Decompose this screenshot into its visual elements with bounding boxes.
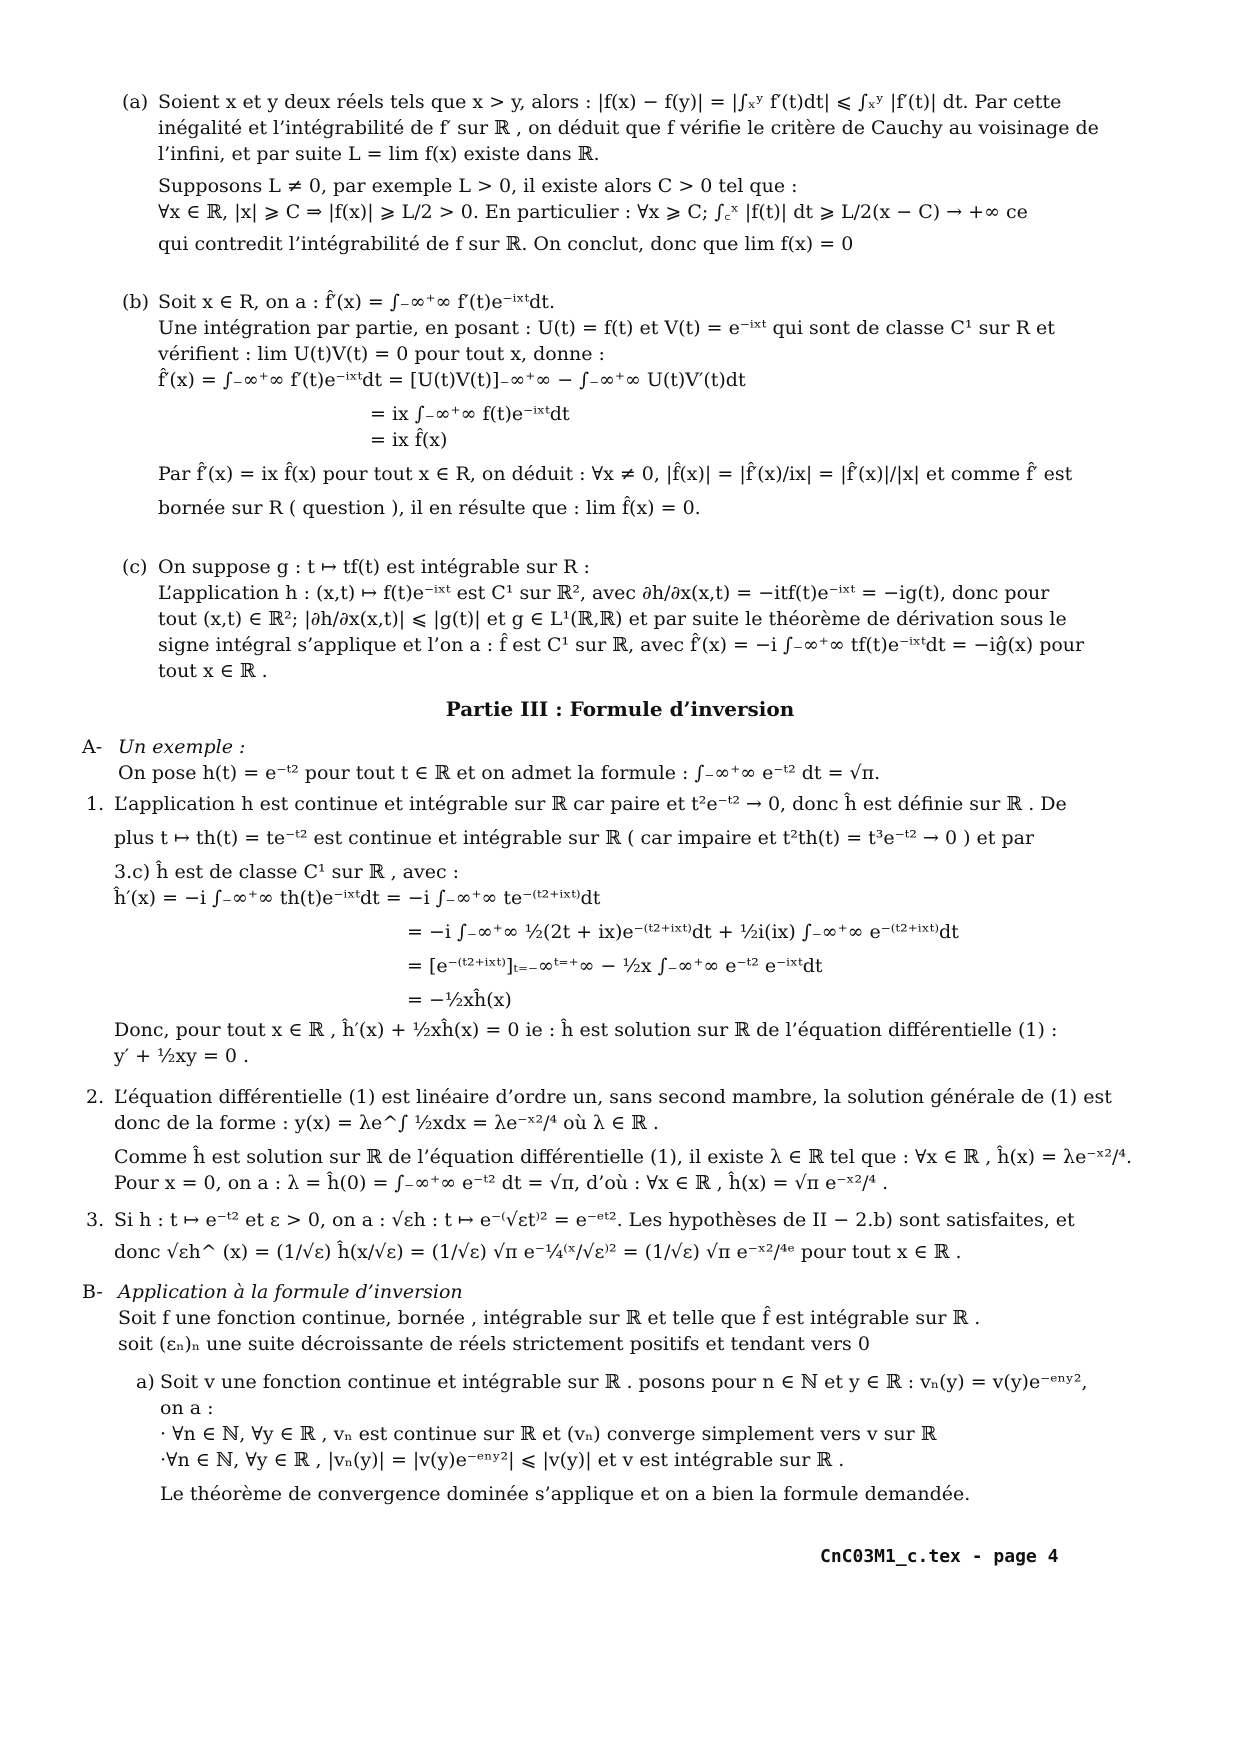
paragraph-line: Soit v une fonction continue et intégrable sur ℝ . posons pour n ∈ ℕ et y ∈ ℝ : vₙ(y) = v(y)e⁻ᵉⁿʸ²,: [160, 1371, 1088, 1393]
paragraph-line: donc de la forme : y(x) = λe^∫ ½xdx = λe⁻ˣ²/⁴ où λ ∈ ℝ .: [114, 1112, 659, 1134]
paragraph-line: Si h : t ↦ e⁻ᵗ² et ε > 0, on a : √εh : t ↦ e⁻⁽√εt⁾² = e⁻ᵉᵗ². Les hypothèses de II − 2.b) sont satisfaites, et: [114, 1209, 1075, 1231]
item-label: (a): [122, 91, 149, 113]
paragraph-line: tout (x,t) ∈ ℝ²; |∂h/∂x(x,t)| ⩽ |g(t)| et g ∈ L¹(ℝ,ℝ) et par suite le théorème de dérivation sous le: [158, 608, 1067, 630]
paragraph-line: soit (εₙ)ₙ une suite décroissante de réels strictement positifs et tendant vers 0: [118, 1333, 870, 1355]
paragraph-line: Le théorème de convergence dominée s’applique et on a bien la formule demandée.: [160, 1483, 971, 1505]
equation-line: = −i ∫₋∞⁺∞ ½(2t + ix)e⁻⁽ᵗ²⁺ⁱˣᵗ⁾dt + ½i(ix) ∫₋∞⁺∞ e⁻⁽ᵗ²⁺ⁱˣᵗ⁾dt: [407, 921, 959, 943]
equation-line: f̂′(x) = ∫₋∞⁺∞ f′(t)e⁻ⁱˣᵗdt = [U(t)V(t)]₋∞⁺∞ − ∫₋∞⁺∞ U(t)V′(t)dt: [158, 369, 746, 391]
paragraph-line: L’application h : (x,t) ↦ f(t)e⁻ⁱˣᵗ est C¹ sur ℝ², avec ∂h/∂x(x,t) = −itf(t)e⁻ⁱˣᵗ = −ig(t), donc pour: [158, 582, 1050, 604]
paragraph-line: L’équation différentielle (1) est linéaire d’ordre un, sans second mambre, la solution générale de (1) est: [114, 1086, 1112, 1108]
paragraph-line: Soit f une fonction continue, bornée , intégrable sur ℝ et telle que f̂ est intégrable sur ℝ .: [118, 1307, 981, 1329]
item-label: 2.: [86, 1086, 105, 1108]
paragraph-line: Soit x ∈ R, on a : f̂′(x) = ∫₋∞⁺∞ f′(t)e⁻ⁱˣᵗdt.: [158, 291, 555, 313]
paragraph-line: plus t ↦ th(t) = te⁻ᵗ² est continue et intégrable sur ℝ ( car impaire et t²th(t) = t³e⁻ᵗ² → 0 ) et par: [114, 827, 1035, 849]
equation-line: = ix f̂(x): [370, 429, 448, 451]
paragraph-line: signe intégral s’applique et l’on a : f̂ est C¹ sur ℝ, avec f̂′(x) = −i ∫₋∞⁺∞ tf(t)e⁻ⁱˣᵗdt = −iĝ(x) pour: [158, 634, 1085, 656]
item-label: 1.: [86, 793, 105, 815]
paragraph-line: Supposons L ≠ 0, par exemple L > 0, il existe alors C > 0 tel que :: [158, 175, 798, 197]
section-heading: Un exemple :: [118, 736, 246, 758]
equation-line: = ix ∫₋∞⁺∞ f(t)e⁻ⁱˣᵗdt: [370, 403, 570, 425]
item-label: (b): [122, 291, 149, 313]
paragraph-line: donc √εh^ (x) = (1/√ε) ĥ(x/√ε) = (1/√ε) √π e⁻¼⁽ˣ/√ε⁾² = (1/√ε) √π e⁻ˣ²/⁴ᵉ pour tout x ∈ ℝ .: [114, 1241, 962, 1263]
paragraph-line: qui contredit l’intégrabilité de f sur ℝ. On conclut, donc que lim f(x) = 0: [158, 233, 854, 255]
section-title: Partie III : Formule d’inversion: [445, 697, 795, 721]
equation-line: ĥ′(x) = −i ∫₋∞⁺∞ th(t)e⁻ⁱˣᵗdt = −i ∫₋∞⁺∞ te⁻⁽ᵗ²⁺ⁱˣᵗ⁾dt: [114, 887, 601, 909]
paragraph-line: bornée sur R ( question ), il en résulte que : lim f̂(x) = 0.: [158, 497, 701, 519]
paragraph-line: vérifient : lim U(t)V(t) = 0 pour tout x, donne :: [158, 343, 605, 365]
section-heading: Application à la formule d’inversion: [118, 1281, 463, 1303]
paragraph-line: tout x ∈ ℝ .: [158, 660, 268, 682]
paragraph-line: On pose h(t) = e⁻ᵗ² pour tout t ∈ ℝ et on admet la formule : ∫₋∞⁺∞ e⁻ᵗ² dt = √π.: [118, 762, 881, 784]
paragraph-line: Une intégration par partie, en posant : U(t) = f(t) et V(t) = e⁻ⁱˣᵗ qui sont de classe C¹ sur R et: [158, 317, 1055, 339]
page-footer: CnC03M1_c.tex - page 4: [820, 1546, 1059, 1567]
item-label: (c): [122, 556, 148, 578]
equation-line: = −½xĥ(x): [407, 989, 512, 1011]
paragraph-line: Soient x et y deux réels tels que x > y, alors : |f(x) − f(y)| = |∫ₓʸ f′(t)dt| ⩽ ∫ₓʸ |f′(t)| dt. Par cette: [158, 91, 1062, 113]
section-label: A-: [82, 736, 103, 758]
paragraph-line: Comme ĥ est solution sur ℝ de l’équation différentielle (1), il existe λ ∈ ℝ tel que : ∀x ∈ ℝ , ĥ(x) = λe⁻ˣ²/⁴.: [114, 1146, 1133, 1168]
paragraph-line: Pour x = 0, on a : λ = ĥ(0) = ∫₋∞⁺∞ e⁻ᵗ² dt = √π, d’où : ∀x ∈ ℝ , ĥ(x) = √π e⁻ˣ²/⁴ .: [114, 1172, 889, 1194]
item-label: 3.: [86, 1209, 105, 1231]
paragraph-line: l’infini, et par suite L = lim f(x) existe dans ℝ.: [158, 143, 600, 165]
paragraph-line: ·∀n ∈ ℕ, ∀y ∈ ℝ , |vₙ(y)| = |v(y)e⁻ᵉⁿʸ²| ⩽ |v(y)| et v est intégrable sur ℝ .: [160, 1449, 845, 1471]
paragraph-line: · ∀n ∈ ℕ, ∀y ∈ ℝ , vₙ est continue sur ℝ et (vₙ) converge simplement vers v sur ℝ: [160, 1423, 937, 1445]
paragraph-line: Par f̂′(x) = ix f̂(x) pour tout x ∈ R, on déduit : ∀x ≠ 0, |f̂(x)| = |f̂′(x)/ix| = |f̂′(x)|/|x| et comme f̂′ est: [158, 463, 1073, 485]
section-label: B-: [82, 1281, 103, 1303]
equation-line: = [e⁻⁽ᵗ²⁺ⁱˣᵗ⁾]ₜ₌₋∞ᵗ⁼⁺∞ − ½x ∫₋∞⁺∞ e⁻ᵗ² e⁻ⁱˣᵗdt: [407, 955, 823, 977]
paragraph-line: 3.c) ĥ est de classe C¹ sur ℝ , avec :: [114, 861, 460, 883]
paragraph-line: ∀x ∈ ℝ, |x| ⩾ C ⇒ |f(x)| ⩾ L/2 > 0. En particulier : ∀x ⩾ C; ∫꜀ˣ |f(t)| dt ⩾ L/2(x − C) → +∞ ce: [158, 201, 1028, 223]
paragraph-line: on a :: [160, 1397, 214, 1419]
paragraph-line: inégalité et l’intégrabilité de f′ sur ℝ , on déduit que f vérifie le critère de Cauchy au voisinage de: [158, 117, 1099, 139]
paragraph-line: Donc, pour tout x ∈ ℝ , ĥ′(x) + ½xĥ(x) = 0 ie : ĥ est solution sur ℝ de l’équation différentielle (1) :: [114, 1019, 1058, 1041]
paragraph-line: L’application h est continue et intégrable sur ℝ car paire et t²e⁻ᵗ² → 0, donc ĥ est définie sur ℝ . De: [114, 793, 1067, 815]
paragraph-line: On suppose g : t ↦ tf(t) est intégrable sur R :: [158, 556, 590, 578]
item-label: a): [136, 1371, 155, 1393]
paragraph-line: y′ + ½xy = 0 .: [114, 1045, 250, 1067]
